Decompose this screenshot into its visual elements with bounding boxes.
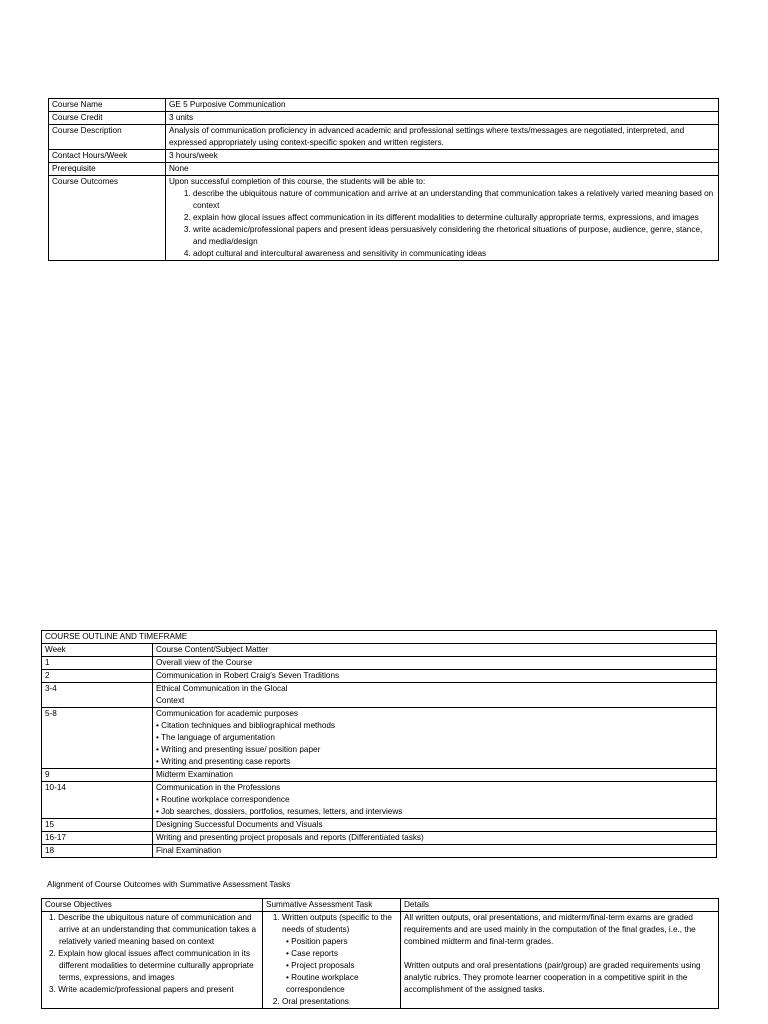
content-cell — [153, 708, 717, 769]
list-item: • Citation techniques and bibliographical methods — [156, 720, 713, 732]
row-value: GE 5 Purposive Communication — [166, 99, 719, 112]
week-cell: 10-14 — [42, 782, 153, 819]
week-cell: 16-17 — [42, 832, 153, 845]
week-cell: 15 — [42, 819, 153, 832]
details-cell — [401, 912, 719, 1009]
course-outline-table — [41, 630, 717, 858]
list-item: • Case reports — [286, 948, 397, 960]
task-list — [266, 912, 397, 1008]
content-line: Communication in Robert Craig's Seven Traditions — [156, 671, 340, 680]
table-row — [42, 708, 717, 769]
list-item: • Project proposals — [286, 960, 397, 972]
content-line: Designing Successful Documents and Visuals — [156, 820, 323, 829]
table-header-row — [42, 644, 717, 657]
details-paragraph: All written outputs, oral presentations, and midterm/final-term exams are graded requirements and are used mainly in the computation of the final grades, i.e., the combined midterm and final-term grades. — [404, 913, 696, 946]
outcomes-cell — [166, 176, 719, 261]
row-value: 3 hours/week — [166, 150, 719, 163]
outcomes-list — [169, 188, 715, 260]
content-line: Midterm Examination — [156, 770, 233, 779]
list-item: 1. describe the ubiquitous nature of communication and arrive at an understanding that communication takes a relatively varied meaning based on context — [193, 188, 715, 212]
table-row — [42, 819, 717, 832]
list-item: • The language of argumentation — [156, 732, 713, 744]
table-row — [42, 657, 717, 670]
list-item: 4. adopt cultural and intercultural awareness and sensitivity in communicating ideas — [193, 248, 715, 260]
objective-item: 1. Describe the ubiquitous nature of communication and arrive at an understanding that communication takes a relatively varied meaning based on context — [49, 913, 257, 946]
row-label: Course Name — [49, 99, 166, 112]
objective-item: 2. Explain how glocal issues affect communication in its different modalities to determine culturally appropriate terms, expressions, and images — [49, 949, 254, 982]
task-item: Written outputs (specific to the needs of students) — [282, 913, 392, 934]
table-row — [42, 912, 719, 1009]
content-line: Context — [156, 696, 185, 705]
row-label: Contact Hours/Week — [49, 150, 166, 163]
week-cell: 3-4 — [42, 683, 153, 708]
content-line: Writing and presenting project proposals and reports (Differentiated tasks) — [156, 833, 424, 842]
week-header: Week — [42, 644, 153, 657]
content-cell — [153, 782, 717, 819]
list-item: 2. explain how glocal issues affect communication in its different modalities to determine culturally appropriate terms, expressions, and images — [193, 212, 715, 224]
list-item: • Job searches, dossiers, portfolios, resumes, letters, and interviews — [156, 806, 713, 818]
table-row — [42, 845, 717, 858]
task-cell — [263, 912, 401, 1009]
bullet-list — [156, 794, 713, 818]
list-item: 2. Oral presentations — [282, 996, 397, 1008]
table-row — [49, 125, 719, 150]
list-item — [282, 912, 397, 996]
content-cell — [153, 683, 717, 708]
content-cell — [153, 832, 717, 845]
table-row — [42, 782, 717, 819]
task-bullets — [282, 936, 397, 996]
content-line: Overall view of the Course — [156, 658, 253, 667]
alignment-title: Alignment of Course Outcomes with Summative Assessment Tasks — [47, 880, 291, 889]
table-row — [49, 176, 719, 261]
task-header: Summative Assessment Task — [263, 899, 401, 912]
content-line: Communication in the Professions — [156, 783, 281, 792]
table-row — [42, 769, 717, 782]
alignment-table — [41, 898, 719, 1009]
table-row — [42, 832, 717, 845]
content-cell — [153, 670, 717, 683]
week-cell: 5-8 — [42, 708, 153, 769]
content-header: Course Content/Subject Matter — [153, 644, 717, 657]
content-line: Ethical Communication in the Glocal — [156, 684, 288, 693]
row-label: Course Credit — [49, 112, 166, 125]
week-cell: 2 — [42, 670, 153, 683]
table-title-row — [42, 631, 717, 644]
row-value: Analysis of communication proficiency in advanced academic and professional settings where texts/messages are negotiated, interpreted, and expressed appropriately using context-specific spoken and written registers. — [166, 125, 719, 150]
objectives-header: Course Objectives — [42, 899, 263, 912]
table-row — [49, 112, 719, 125]
content-line: Final Examination — [156, 846, 222, 855]
row-value: 3 units — [166, 112, 719, 125]
table-row — [49, 150, 719, 163]
course-info-table — [48, 98, 719, 261]
table-row — [42, 670, 717, 683]
list-item: 3. write academic/professional papers and present ideas persuasively considering the rhetorical situations of purpose, audience, genre, stance, and media/design — [193, 224, 715, 248]
objective-item: 3. Write academic/professional papers and present — [49, 985, 234, 994]
content-cell — [153, 845, 717, 858]
table-row — [42, 683, 717, 708]
table-row — [49, 163, 719, 176]
row-label: Course Outcomes — [49, 176, 166, 261]
row-label: Course Description — [49, 125, 166, 150]
content-line: Communication for academic purposes — [156, 709, 298, 718]
content-cell — [153, 769, 717, 782]
objectives-cell — [42, 912, 263, 1009]
list-item: • Position papers — [286, 936, 397, 948]
outcomes-intro: Upon successful completion of this course, the students will be able to: — [169, 177, 426, 186]
table-header-row — [42, 899, 719, 912]
content-cell — [153, 657, 717, 670]
content-cell — [153, 819, 717, 832]
table-title: COURSE OUTLINE AND TIMEFRAME — [42, 631, 717, 644]
list-item: • Writing and presenting case reports — [156, 756, 713, 768]
bullet-list — [156, 720, 713, 768]
list-item: • Routine workplace correspondence — [286, 972, 397, 996]
row-value: None — [166, 163, 719, 176]
details-paragraph: Written outputs and oral presentations (pair/group) are graded requirements using analytic rubrics. They promote learner cooperation in a competitive spirit in the accomplishment of the assigned tasks. — [404, 961, 701, 994]
list-item: • Routine workplace correspondence — [156, 794, 713, 806]
list-item: • Writing and presenting issue/ position paper — [156, 744, 713, 756]
week-cell: 1 — [42, 657, 153, 670]
week-cell: 9 — [42, 769, 153, 782]
row-label: Prerequisite — [49, 163, 166, 176]
details-header: Details — [401, 899, 719, 912]
table-row — [49, 99, 719, 112]
week-cell: 18 — [42, 845, 153, 858]
